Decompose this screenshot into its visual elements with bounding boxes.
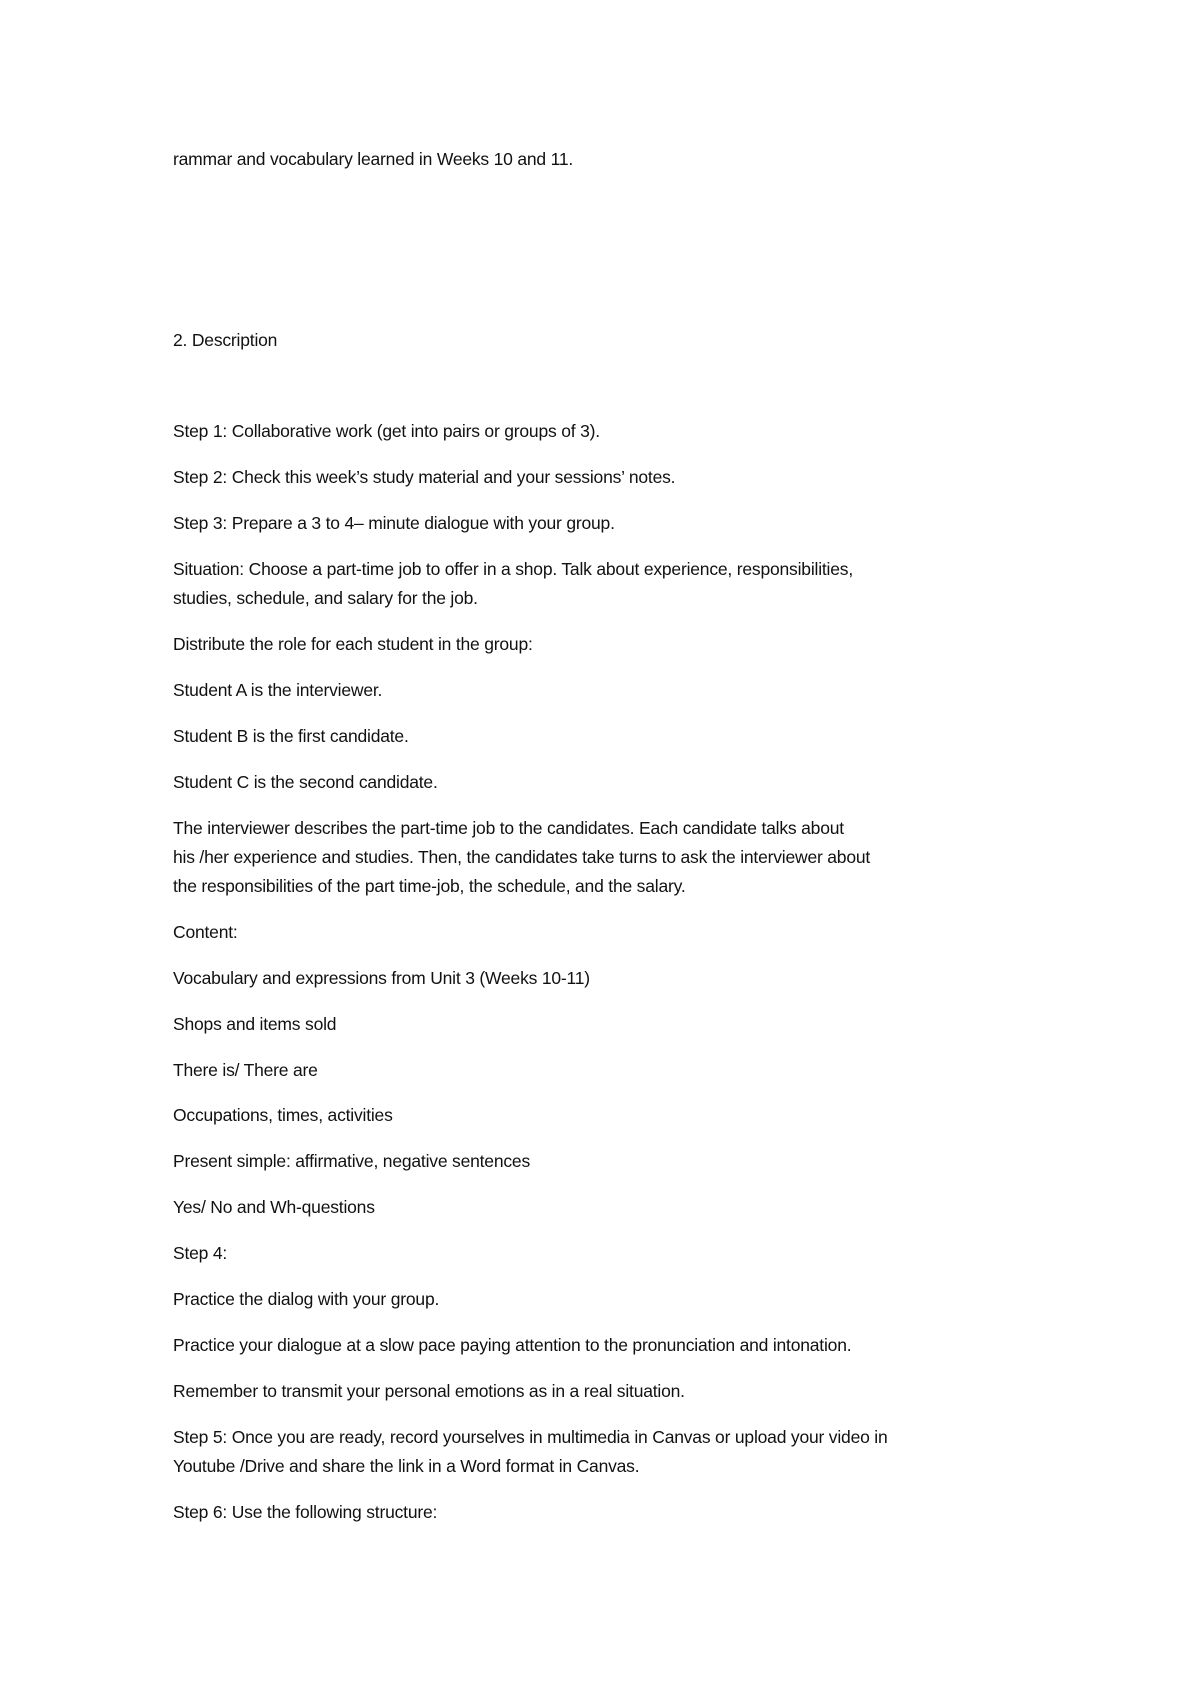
paragraph-line: There is/ There are [173, 1060, 318, 1080]
paragraph-line: Student C is the second candidate. [173, 772, 438, 792]
paragraph-line: Step 5: Once you are ready, record yourselves in multimedia in Canvas or upload your video in [173, 1427, 888, 1447]
paragraph-line: Step 1: Collaborative work (get into pairs or groups of 3). [173, 421, 600, 441]
paragraph-line: Step 6: Use the following structure: [173, 1502, 438, 1522]
paragraph-line: Vocabulary and expressions from Unit 3 (Weeks 10-11) [173, 968, 590, 988]
paragraph-line: Student A is the interviewer. [173, 680, 383, 700]
paragraph-line: Situation: Choose a part-time job to offer in a shop. Talk about experience, responsibilities, [173, 559, 853, 579]
paragraph-line: Occupations, times, activities [173, 1105, 393, 1125]
paragraph-line: Youtube /Drive and share the link in a Word format in Canvas. [173, 1456, 640, 1476]
paragraph-line: Step 2: Check this week’s study material and your sessions’ notes. [173, 467, 676, 487]
paragraph-line: Yes/ No and Wh-questions [173, 1197, 375, 1217]
section-heading: 2. Description [173, 330, 278, 350]
paragraph-line: Student B is the first candidate. [173, 726, 409, 746]
paragraph-line: Step 4: [173, 1243, 228, 1263]
paragraph-line: Remember to transmit your personal emotions as in a real situation. [173, 1381, 685, 1401]
paragraph-line: Content: [173, 922, 238, 942]
intro-line: rammar and vocabulary learned in Weeks 10 and 11. [173, 149, 574, 169]
paragraph-line: Distribute the role for each student in the group: [173, 634, 533, 654]
paragraph-line: Step 3: Prepare a 3 to 4– minute dialogue with your group. [173, 513, 615, 533]
paragraph-line: Practice your dialogue at a slow pace paying attention to the pronunciation and intonation. [173, 1335, 852, 1355]
paragraph-line: his /her experience and studies. Then, the candidates take turns to ask the interviewer about [173, 847, 871, 867]
paragraph-line: Shops and items sold [173, 1014, 337, 1034]
paragraph-line: Present simple: affirmative, negative sentences [173, 1151, 530, 1171]
paragraph-line: Practice the dialog with your group. [173, 1289, 440, 1309]
paragraph-line: The interviewer describes the part-time job to the candidates. Each candidate talks about [173, 818, 844, 838]
paragraph-line: the responsibilities of the part time-job, the schedule, and the salary. [173, 876, 686, 896]
paragraph-line: studies, schedule, and salary for the job. [173, 588, 478, 608]
